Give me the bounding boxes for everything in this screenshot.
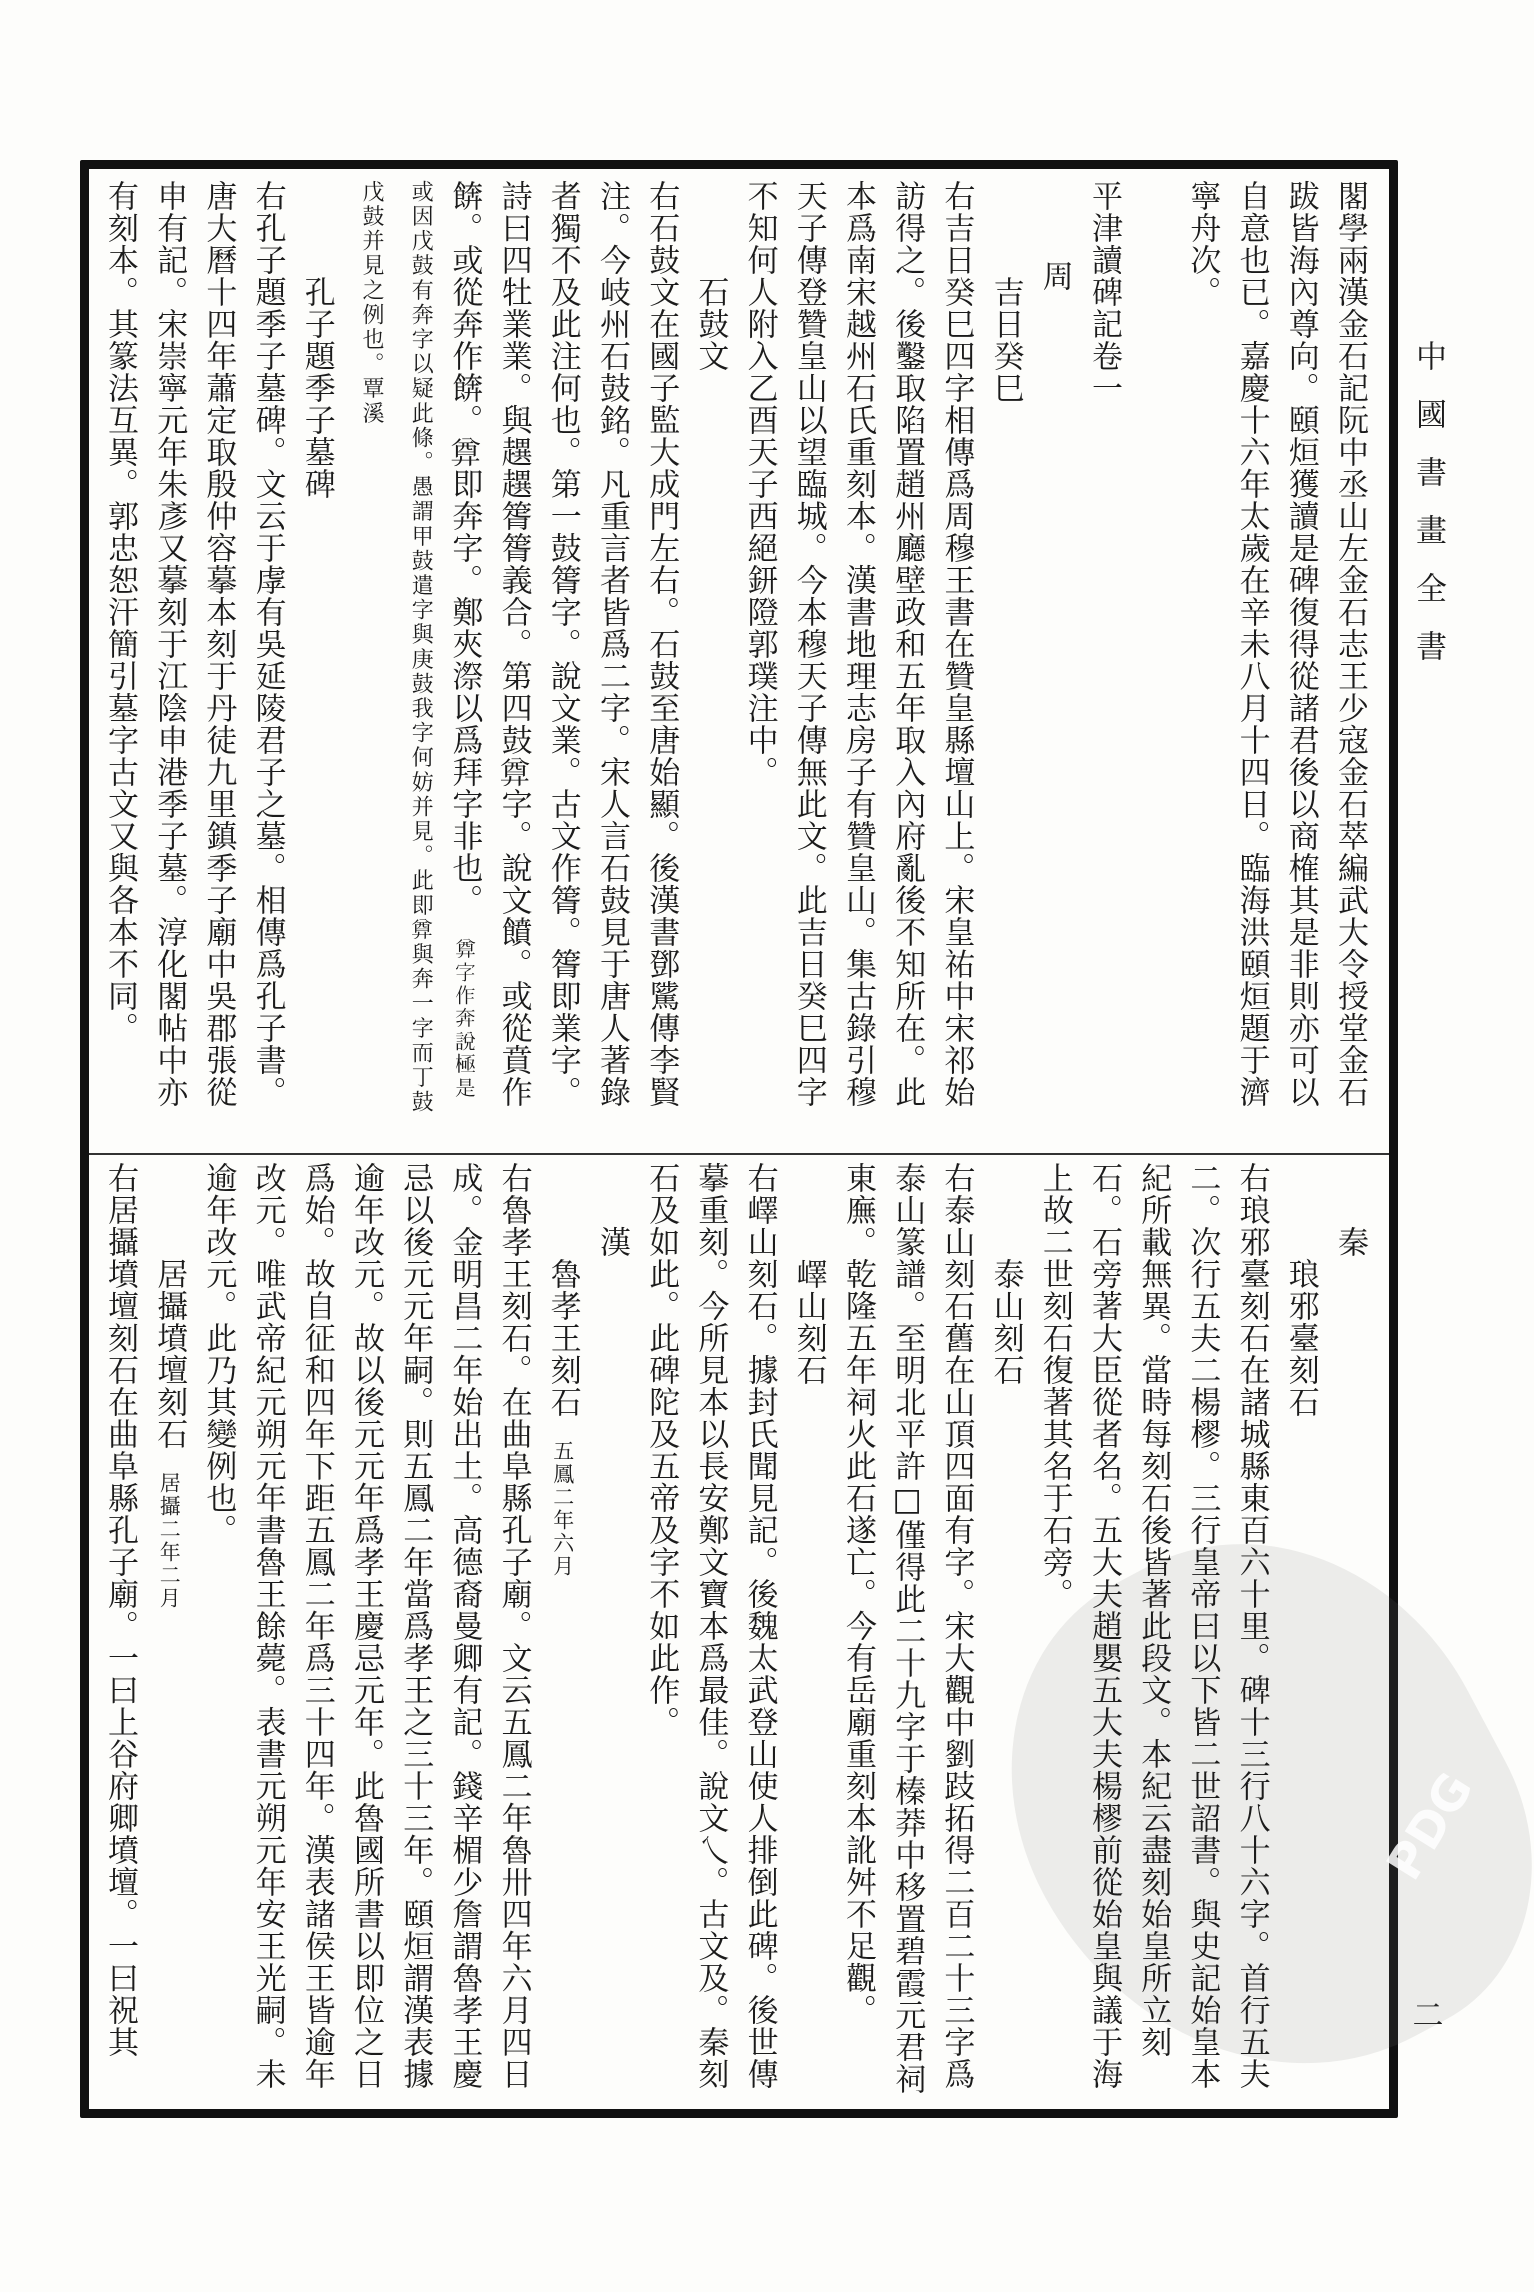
entry-heading <box>1281 1258 1321 1418</box>
column-text: 逾年改元。故以後元元年爲孝王慶忌元年。此魯國所書以即位之日 <box>348 1162 384 2090</box>
column-text: 上故二世刻石復著其名于石旁。 <box>1036 1162 1073 1610</box>
column-text: 寧舟次。 <box>1184 180 1221 308</box>
text-column <box>149 180 189 1108</box>
column-text: 石。石旁著大臣從者名。五大夫趙嬰五大夫楊樛前從始皇與議于海 <box>1086 1162 1122 2090</box>
text-column <box>395 1162 435 2090</box>
entry-heading <box>986 276 1026 404</box>
column-text: 漢 <box>594 1226 630 1258</box>
column-text: 右石鼓文在國子監大成門左右。石鼓至唐始顯。後漢書鄧騭傳李賢 <box>643 180 680 1108</box>
section-divider <box>89 1153 1389 1155</box>
column-text: 忌以後元元年嗣。則五鳳二年當爲孝王之三十三年。頤烜謂漢表據 <box>397 1162 434 2090</box>
text-column <box>1133 1162 1173 2058</box>
text-column <box>887 1162 927 2095</box>
column-text: 詩曰四牡業業。與趩趩䈝䈝義合。第四鼓𢍜字。說文饙。或從賁作 <box>495 180 532 1108</box>
entry-heading <box>543 1258 583 1578</box>
text-column <box>641 1162 681 1738</box>
column-text: 不知何人附入乙酉天子西絕鈃隥郭璞注中。 <box>741 180 778 788</box>
text-column <box>641 180 681 1108</box>
column-text: 魯孝王刻石 <box>544 1258 581 1418</box>
column-text: 石及如此。此碑陀及五帝及字不如此作。 <box>643 1162 680 1738</box>
text-column <box>444 180 484 1099</box>
column-text: 平津讀碑記卷一 <box>1086 180 1122 404</box>
entry-heading <box>690 276 730 372</box>
text-column <box>1281 180 1321 1108</box>
column-text: 注。今岐州石鼓銘。凡重言者皆爲二字。宋人言石鼓見于唐人著錄 <box>594 180 630 1108</box>
text-column <box>690 1162 730 2090</box>
column-text: 爲始。故自征和四年下距五鳳二年爲三十四年。漢表諸侯王皆逾年 <box>298 1162 335 2090</box>
column-text: 唐大曆十四年蕭定取殷仲容摹本刻于丹徒九里鎮季子廟中吳郡張從 <box>200 180 237 1108</box>
text-column <box>198 1162 238 1546</box>
dynasty-heading <box>1035 260 1075 292</box>
text-column <box>1084 1162 1124 2090</box>
text-column <box>592 180 632 1108</box>
text-column <box>248 1162 288 2090</box>
column-text: 有刻本。其篆法互異。郭忠恕汗簡引墓字古文又與各本不同。 <box>102 180 138 1044</box>
text-column <box>1035 1162 1075 1610</box>
column-text: 逾年改元。此乃其變例也。 <box>200 1162 237 1546</box>
column-text: 餴。或從奔作餴。𢍜即奔字。鄭夾漈以爲拜字非也。 <box>446 180 483 916</box>
dynasty-heading <box>592 1226 632 1258</box>
column-text: 天子傳登贊皇山以望臨城。今本穆天子傳無此文。此吉日癸巳四字 <box>790 180 827 1108</box>
inline-annotation: 居攝二年二月 <box>157 1472 182 1610</box>
text-column <box>1182 1162 1222 2090</box>
column-text: 吉日癸巳 <box>987 276 1024 404</box>
text-column <box>346 1162 386 2090</box>
dynasty-heading <box>1330 1226 1370 1258</box>
entry-heading <box>297 276 337 500</box>
column-text: 本爲南宋越州石氏重刻本。漢書地理志房子有贊皇山。集古錄引穆 <box>840 180 876 1108</box>
text-column <box>789 180 829 1108</box>
text-column <box>494 180 534 1108</box>
column-text: 或因戊鼓有奔字以疑此條。愚謂甲鼓遣字與庚鼓我字何妨并見。此即𢍜與奔一字而丁鼓 <box>408 180 434 1115</box>
column-text: 紀所載無異。當時每刻石後皆著此段文。本紀云盡刻始皇所立刻 <box>1135 1162 1172 2058</box>
column-text: 居攝墳壇刻石 <box>151 1258 188 1450</box>
column-text: 石鼓文 <box>692 276 729 372</box>
text-column <box>740 1162 780 2090</box>
column-text: 右泰山刻石舊在山頂四面有字。宋大觀中劉跂拓得二百二十三字爲 <box>938 1162 975 2090</box>
watermark-text: PDG <box>1375 1763 1484 1890</box>
column-text: 戊鼓并見之例也。覃溪 <box>359 180 384 426</box>
column-text: 二。次行五夫二楊樛。三行皇帝曰以下皆二世詔書。與史記始皇本 <box>1184 1162 1221 2090</box>
column-text: 右魯孝王刻石。在曲阜縣孔子廟。文云五鳳二年魯卅四年六月四日 <box>495 1162 532 2090</box>
entry-heading <box>789 1258 829 1386</box>
entry-heading <box>986 1258 1026 1386</box>
text-column <box>1232 180 1272 1108</box>
inline-annotation: 𢍜字作奔說極是 <box>452 938 477 1099</box>
text-column <box>887 180 927 1108</box>
text-column <box>198 180 238 1108</box>
column-text: 右居攝墳壇刻石在曲阜縣孔子廟。一曰上谷府卿墳壇。一曰祝其 <box>102 1162 138 2058</box>
text-column <box>297 1162 337 2090</box>
column-text: 孔子題季子墓碑 <box>298 276 335 500</box>
text-column <box>100 180 140 1044</box>
text-column <box>1232 1162 1272 2090</box>
text-column <box>936 1162 976 2090</box>
text-column <box>740 180 780 788</box>
column-text: 右吉日癸巳四字相傳爲周穆王書在贊皇縣壇山上。宋皇祐中宋祁始 <box>938 180 975 1108</box>
text-column <box>100 1162 140 2058</box>
column-text: 改元。唯武帝紀元朔元年書魯王餘薨。表書元朔元年安王光嗣。未 <box>249 1162 286 2090</box>
column-text: 秦 <box>1332 1226 1368 1258</box>
column-text: 右孔子題季子墓碑。文云于虖有吳延陵君子之墓。相傳爲孔子書。 <box>249 180 286 1108</box>
inline-annotation: 五鳳二年六月 <box>550 1440 575 1578</box>
column-text: 訪得之。後鑿取陷置趙州廳壁政和五年取入內府亂後不知所在。此 <box>889 180 926 1108</box>
text-column <box>838 1162 878 2026</box>
text-column <box>936 180 976 1108</box>
column-text: 東廡。乾隆五年祠火此石遂亡。今有岳廟重刻本訛舛不足觀。 <box>840 1162 876 2026</box>
column-text: 申有記。宋崇寧元年朱彥又摹刻于江陰申港季子墓。淳化閣帖中亦 <box>151 180 188 1108</box>
volume-title <box>1084 180 1124 404</box>
running-head: 中國書畫全書 <box>1410 340 1446 688</box>
page-number: 二 <box>1412 1998 1444 2034</box>
note-column <box>346 180 386 426</box>
column-text: 者獨不及此注何也。第一鼓䈝字。說文業。古文作䈝。䈝即業字。 <box>544 180 581 1108</box>
column-text: 泰山篆譜。至明北平許□僅得此二十九字于榛莽中移置碧霞元君祠 <box>889 1162 926 2095</box>
text-column <box>248 180 288 1108</box>
column-text: 泰山刻石 <box>987 1258 1024 1386</box>
text-column <box>444 1162 484 2090</box>
column-text: 右嶧山刻石。據封氏聞見記。後魏太武登山使人排倒此碑。後世傳 <box>741 1162 778 2090</box>
column-text: 摹重刻。今所見本以長安鄭文寶本爲最佳。說文乀。古文及。秦刻 <box>692 1162 729 2090</box>
note-column <box>395 180 435 1115</box>
text-column <box>543 180 583 1108</box>
text-column <box>1330 180 1370 1108</box>
column-text: 閣學兩漢金石記阮中丞山左金石志王少寇金石萃編武大令授堂金石 <box>1332 180 1368 1108</box>
entry-heading <box>149 1258 189 1610</box>
column-text: 自意也已。嘉慶十六年太歲在辛未八月十四日。臨海洪頤烜題于濟 <box>1233 180 1270 1108</box>
text-column <box>494 1162 534 2090</box>
text-column <box>1182 180 1222 308</box>
text-column <box>838 180 878 1108</box>
column-text: 成。金明昌二年始出土。高德裔曼卿有記。錢辛楣少詹謂魯孝王慶 <box>446 1162 483 2090</box>
column-text: 右琅邪臺刻石在諸城縣東百六十里。碑十三行八十六字。首行五夫 <box>1233 1162 1270 2090</box>
column-text: 嶧山刻石 <box>790 1258 827 1386</box>
column-text: 周 <box>1036 260 1073 292</box>
column-text: 琅邪臺刻石 <box>1282 1258 1319 1418</box>
column-text: 跋皆海內尊向。頤烜獲讀是碑復得從諸君後以商榷其是非則亦可以 <box>1282 180 1319 1108</box>
